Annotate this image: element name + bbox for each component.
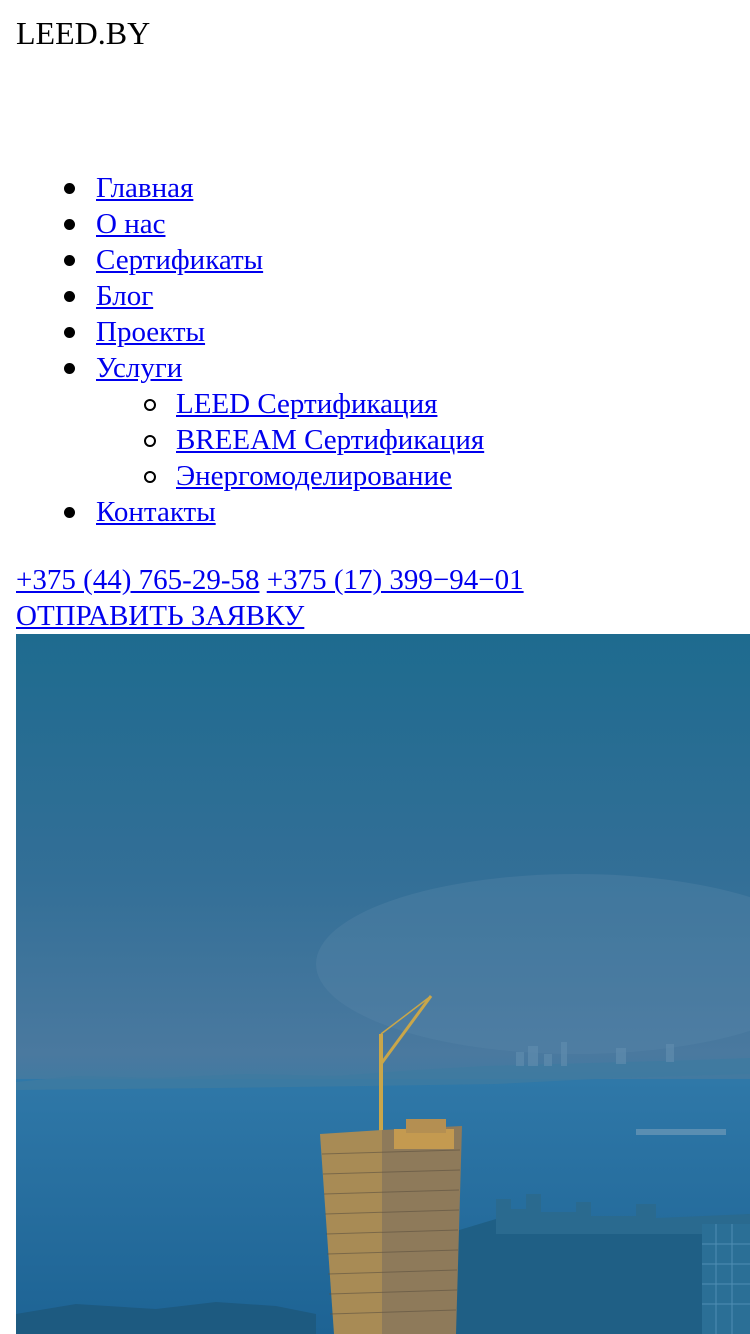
glass-tower bbox=[702, 1224, 750, 1334]
phone-links bbox=[16, 562, 524, 598]
hero-city-illustration bbox=[16, 634, 750, 1334]
main-nav bbox=[16, 170, 484, 530]
site-logo[interactable]: LEED.BY bbox=[16, 15, 151, 51]
subnav-link-breeam[interactable]: BREEAM Сертификация bbox=[176, 424, 485, 456]
cta-wrapper bbox=[16, 598, 304, 634]
nav-link-certificates[interactable]: Сертификаты bbox=[96, 244, 264, 276]
nav-link-contacts[interactable]: Контакты bbox=[96, 496, 216, 528]
nav-link-services[interactable]: Услуги bbox=[96, 352, 183, 384]
phone-link-landline[interactable]: +375 (17) 399−94−01 bbox=[266, 564, 524, 596]
subnav-item-breeam bbox=[96, 422, 484, 458]
pier bbox=[636, 1129, 726, 1135]
nav-link-projects[interactable]: Проекты bbox=[96, 316, 206, 348]
nav-link-home[interactable]: Главная bbox=[96, 172, 194, 204]
tower-crown bbox=[406, 1119, 446, 1133]
nav-link-about[interactable]: О нас bbox=[96, 208, 166, 240]
nav-item-contacts bbox=[16, 494, 484, 530]
nav-item-certificates bbox=[16, 242, 484, 278]
nav-item-blog bbox=[16, 278, 484, 314]
subnav-item-leed bbox=[96, 386, 484, 422]
subnav-link-energy-modeling[interactable]: Энергомоделирование bbox=[176, 460, 452, 492]
nav-link-blog[interactable]: Блог bbox=[96, 280, 154, 312]
nav-item-projects bbox=[16, 314, 484, 350]
subnav-item-energy-modeling bbox=[96, 458, 484, 494]
hero-image bbox=[16, 634, 750, 1334]
nav-item-about bbox=[16, 206, 484, 242]
nav-item-home bbox=[16, 170, 484, 206]
phone-link-mobile[interactable]: +375 (44) 765-29-58 bbox=[16, 564, 260, 596]
nav-item-services bbox=[16, 350, 484, 494]
services-subnav bbox=[96, 386, 484, 494]
subnav-link-leed[interactable]: LEED Сертификация bbox=[176, 388, 438, 420]
send-request-button[interactable]: ОТПРАВИТЬ ЗАЯВКУ bbox=[16, 600, 305, 632]
